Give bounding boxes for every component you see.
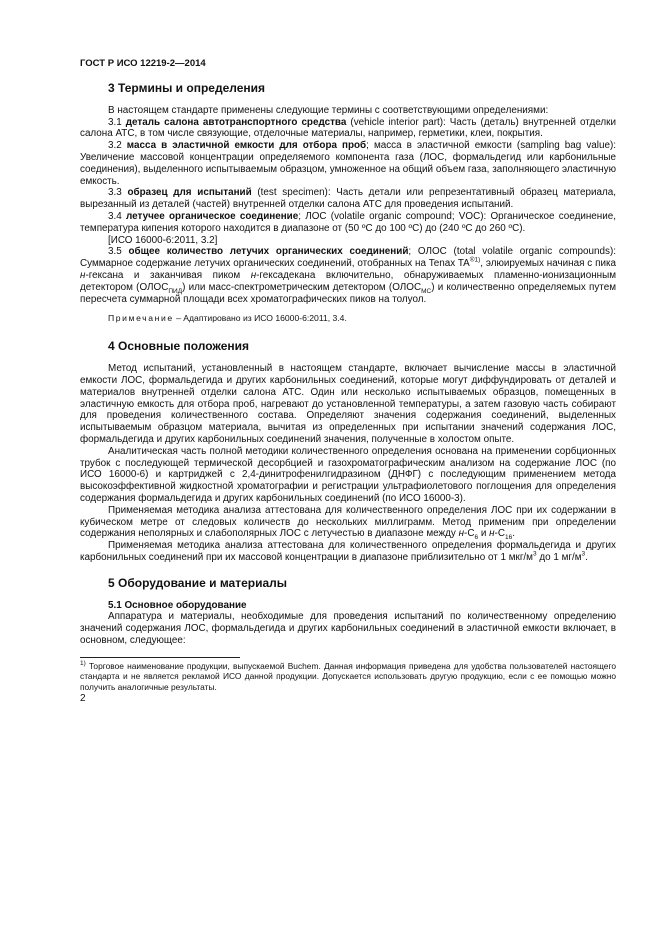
subscript-16: 16: [504, 534, 513, 542]
page-number: 2: [80, 693, 86, 705]
term-3-4-definition: ; ЛОС (volatile organic compound; VOC): Органическое соединение, температура кипения которого находится в диапазоне от (50 ºС до 100 ºС) до (240 ºС до 260 ºС).: [80, 210, 616, 234]
subscript-ms: МС: [421, 287, 432, 295]
term-3-2: [80, 140, 616, 187]
term-3-4-reference: [ИСО 16000-6:2011, 3.2]: [108, 234, 218, 246]
footnote-reference: ®1): [469, 256, 481, 264]
section-4-paragraph-4: [80, 540, 616, 564]
subscript-pid: ПИД: [168, 287, 183, 295]
note: [108, 313, 616, 325]
section-4-paragraph-1: Метод испытаний, установленный в настоящем стандарте, включает вычисление массы в эластичной емкости ЛОС, формальдегида и других карбонильных соединений, которые могут диффундировать от деталей и материалов внутренней отделки салона АТС. Один или несколько испытываемых образцов, помещенных в эластичную емкость для отбора проб, нагревают до установленной температуры, а затем газовую часть собирают для проведения количественного состава. Определяют значения содержания соединений, выделенных испытываемым образцом материала, вычитая из определенных при испытании значений содержания ЛОС, формальдегида и других карбонильных соединений значения, полученные в холостом опыте.: [80, 363, 616, 445]
term-3-2-title: масса в эластичной емкости для отбора проб: [126, 140, 367, 152]
p3-text-e: .: [512, 528, 515, 540]
p3-text-b: -С: [464, 528, 475, 540]
section-3-heading: 3 Термины и определения: [108, 80, 266, 95]
term-3-4-number: 3.4: [108, 210, 126, 222]
p3-text-d: -С: [494, 528, 505, 540]
term-3-1-definition: (vehicle interior part): Часть (деталь) внутренней отделки салона АТС, в том числе связующие, отделочные материалы, например, герметики, клеи, покрытия.: [80, 116, 616, 140]
p4-text-a: Применяемая методика анализа аттестована для количественного определения формальдегида и других карбонильных соединений при их массовой концентрации в диапазоне приблизительно от 1 мкг/м: [80, 540, 616, 563]
footnote-text: Торговое наименование продукции, выпускаемой Buchem. Данная информация приведена для удобства пользователей настоящего стандарта и не является рекламой ИСО данной продукции. Допускается использовать другую продукцию, если с ее помощью можно получить аналогичные результаты.: [80, 660, 616, 692]
superscript-3: 3: [581, 550, 586, 558]
subsection-5-1-heading: 5.1 Основное оборудование: [108, 599, 247, 611]
term-3-5: [80, 246, 616, 305]
term-3-5-text-b: , элюируемых начиная с пика: [480, 258, 616, 270]
spacer: [80, 564, 616, 576]
note-text: – Адаптировано из ИСО 16000-6:2011, 3.4.: [173, 313, 347, 324]
term-3-5-number: 3.5: [108, 246, 129, 258]
term-3-3: [80, 187, 616, 211]
term-3-4-title: летучее органическое соединение: [125, 210, 299, 222]
term-3-3-number: 3.3: [108, 187, 128, 199]
document-page: [80, 58, 616, 705]
term-3-1-number: 3.1: [108, 116, 126, 128]
term-3-5-text-c: -гексана и заканчивая пиком: [85, 269, 251, 281]
term-3-3-definition: (test specimen): Часть детали или репрезентативный образец материала, вырезанный из деталей (частей) внутренней отделки салона АТС для проведения испытаний.: [80, 187, 616, 211]
section-3-intro: В настоящем стандарте применены следующие термины с соответствующими определениями:: [108, 104, 549, 116]
term-3-2-number: 3.2: [108, 140, 127, 152]
section-4-paragraph-3: [80, 505, 616, 540]
p4-text-c: .: [585, 551, 588, 563]
term-3-4: [80, 211, 616, 235]
p3-text-c: и: [478, 528, 490, 540]
term-3-5-text-d: -гексадекана включительно, обнаруживаемых пламенно-ионизационным детектором (ОЛОС: [80, 269, 616, 293]
term-3-5-text-f: ) и количественно определяемых путем пересчета суммарной площади всех хроматографических пиков на толуол.: [80, 281, 616, 305]
subscript-6: 6: [474, 534, 479, 542]
term-3-2-definition: ; масса в эластичной емкости (sampling bag value): Увеличение массовой концентрации определяемого компонента газа (ЛОС, формальдегид или карбонильные соединения), выделенного испытываемым образцом, умноженное на общий объем газа, заполняющего эластичную емкость.: [80, 140, 616, 187]
footnote: [80, 661, 616, 693]
section-5-paragraph-1: Аппаратура и материалы, необходимые для проведения испытаний по количественному определению значений содержания ЛОС, формальдегида и других карбонильных соединений в эластичной емкости включает, в основном, следующее:: [80, 611, 616, 647]
term-3-1: [80, 117, 616, 141]
term-3-1-title: деталь салона автотранспортного средства: [125, 116, 347, 128]
running-header: ГОСТ Р ИСО 12219-2—2014: [80, 58, 206, 69]
footnote-divider: [80, 657, 240, 658]
italic-n: н: [80, 269, 86, 281]
term-3-3-title: образец для испытаний: [127, 187, 252, 199]
italic-n: н: [250, 269, 257, 281]
superscript-3: 3: [532, 550, 537, 558]
term-3-5-text-a: ; ОЛОС (total volatile organic compounds): Суммарное содержание летучих органических соединений, отобранных на Tenax TA: [80, 246, 616, 270]
section-4-paragraph-2: Аналитическая часть полной методики количественного определения основана на применении сорбционных трубок с последующей термической десорбцией и газохроматографическим анализом на содержание ЛОС (по ИСО 16000-6) и картриджей с 2,4-динитрофенилгидразином (ДНФГ) с последующим применением метода высокоэффективной жидкостной хроматографии и регистрации ультрафиолетового поглощения для определения содержания формальдегида и других карбонильных соединений (по ИСО 16000-3).: [80, 445, 616, 504]
p3-text-a: Применяемая методика анализа аттестована для количественного определения ЛОС при их содержании в кубическом метре от следовых количеств до нескольких миллиграмм. Метод применим при определении содержания неполярных и слабополярных ЛОС с летучестью в диапазоне между: [80, 504, 616, 540]
term-3-5-title: общее количество летучих органических соединений: [128, 246, 409, 258]
italic-n: н: [458, 528, 465, 540]
section-4-heading: 4 Основные положения: [108, 339, 250, 354]
italic-n: н: [489, 528, 495, 540]
note-label: Примечание: [108, 313, 174, 324]
p4-text-b: до 1 мг/м: [536, 551, 582, 563]
term-3-5-text-e: ) или масс-спектрометрическим детектором (ОЛОС: [182, 281, 422, 293]
footnote-mark: 1): [80, 660, 86, 668]
section-5-heading: 5 Оборудование и материалы: [108, 575, 288, 590]
